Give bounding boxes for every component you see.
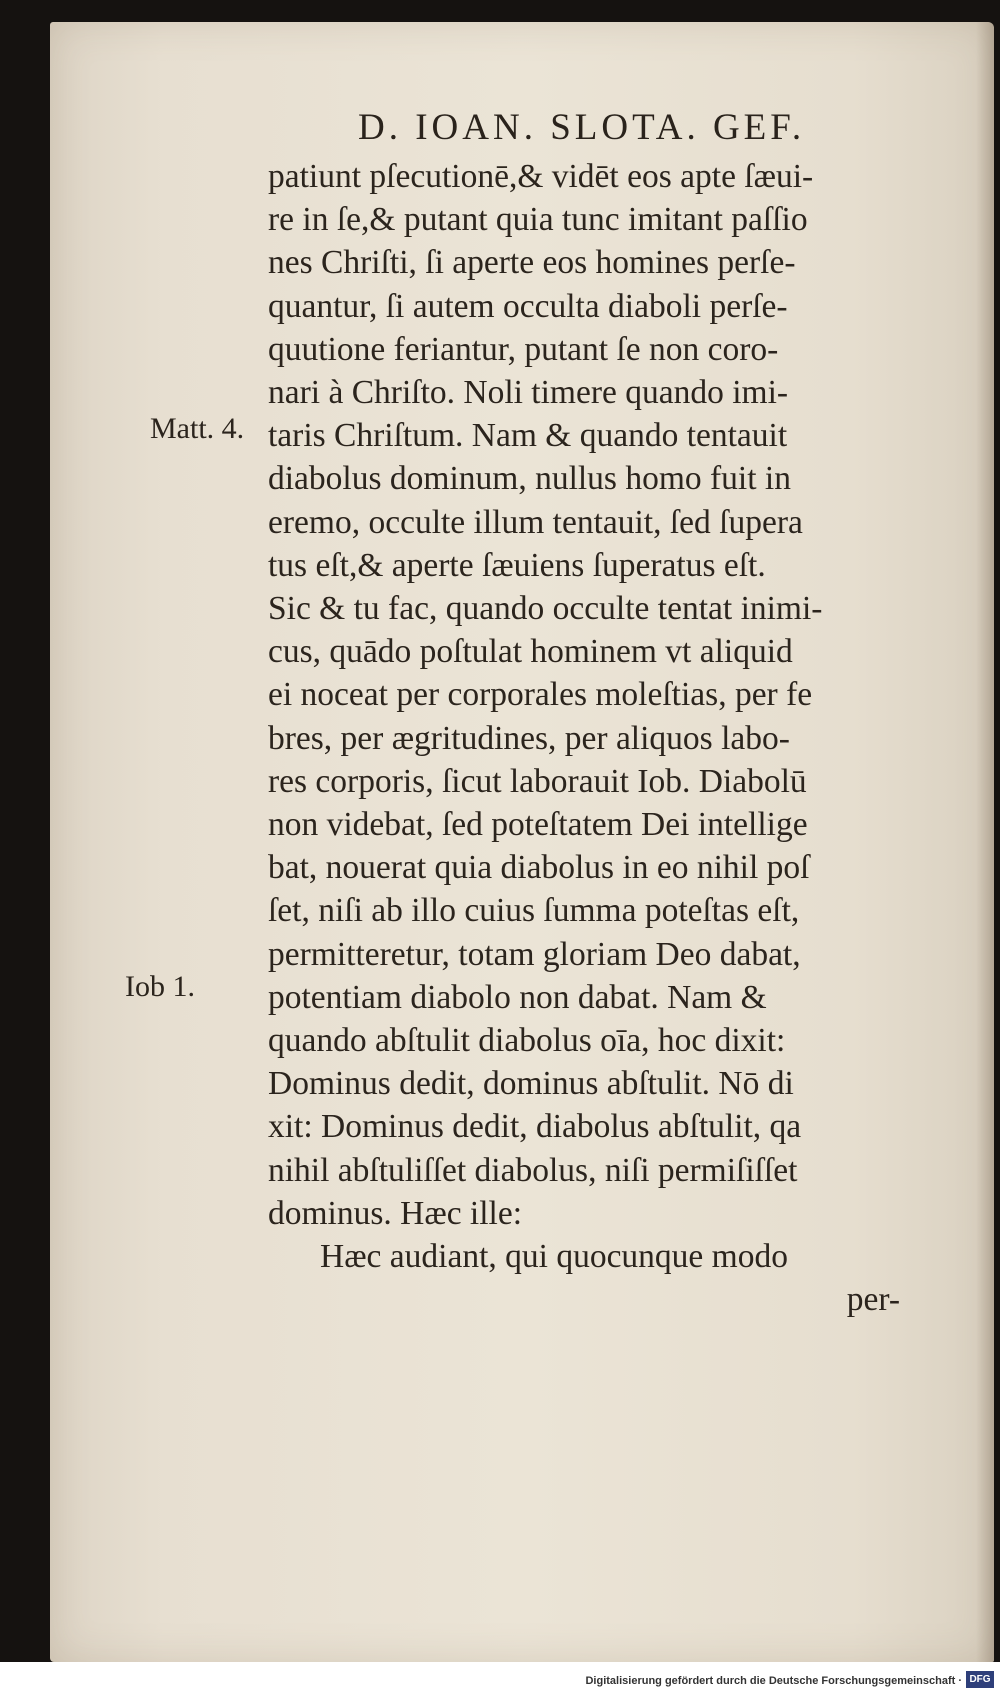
text-line: eremo, occulte illum tentauit, ſed ſupera	[268, 503, 803, 541]
text-line: xit: Dominus dedit, diabolus abſtulit, qa	[268, 1108, 802, 1146]
body-text	[268, 155, 928, 1321]
text-line: permitteretur, totam gloriam Deo dabat,	[268, 935, 801, 973]
text-line: quantur, ſi autem occulta diaboli perſe-	[268, 287, 788, 325]
text-line: res corporis, ſicut laborauit Iob. Diabolū	[268, 762, 807, 800]
text-line: nari à Chriſto. Noli timere quando imi-	[268, 374, 789, 412]
text-line: dominus. Hæc ille:	[268, 1194, 523, 1232]
text-line: nihil abſtuliſſet diabolus, niſi permiſiſſet	[268, 1151, 798, 1189]
margin-note-iob: Iob 1.	[125, 970, 195, 1003]
text-line: diabolus dominum, nullus homo fuit in	[268, 460, 791, 498]
text-line: non videbat, ſed poteſtatem Dei intellige	[268, 806, 808, 844]
text-line: potentiam diabolo non dabat. Nam &	[268, 978, 767, 1016]
text-line: cus, quādo poſtulat hominem vt aliquid	[268, 633, 793, 671]
catchword: per-	[846, 1281, 900, 1319]
text-line: tus eſt,& aperte ſæuiens ſuperatus eſt.	[268, 546, 766, 584]
footer-credit: Digitalisierung gefördert durch die Deutsche Forschungsgemeinschaft ·	[585, 1675, 962, 1687]
text-line: quando abſtulit diabolus oīa, hoc dixit:	[268, 1022, 786, 1060]
margin-note-matthew: Matt. 4.	[150, 412, 245, 445]
text-line: quutione feriantur, putant ſe non coro-	[268, 330, 779, 368]
text-line-paragraph-start: Hæc audiant, qui quocunque modo	[320, 1238, 788, 1276]
text-line: ſet, niſi ab illo cuius ſumma poteſtas eſt,	[268, 892, 800, 930]
page-edge-shadow	[976, 22, 994, 1662]
footer-bar	[0, 1662, 1000, 1694]
text-line: nes Chriſti, ſi aperte eos homines perſe-	[268, 244, 796, 282]
text-line: Dominus dedit, dominus abſtulit. Nō di	[268, 1065, 794, 1103]
text-line: bres, per ægritudines, per aliquos labo-	[268, 719, 790, 757]
text-line: patiunt pſecutionē,& vidēt eos apte ſæui-	[268, 158, 814, 195]
text-line: ei noceat per corporales moleſtias, per fe	[268, 676, 813, 714]
running-head: D. IOAN. SLOTA. GEF.	[358, 107, 806, 148]
text-line: Sic & tu fac, quando occulte tentat inimi-	[268, 590, 823, 628]
text-line: re in ſe,& putant quia tunc imitant paſſio	[268, 201, 808, 239]
text-line: taris Chriſtum. Nam & quando tentauit	[268, 417, 788, 455]
text-line: bat, nouerat quia diabolus in eo nihil poſ	[268, 849, 810, 887]
dfg-logo-icon: DFG	[966, 1671, 994, 1688]
